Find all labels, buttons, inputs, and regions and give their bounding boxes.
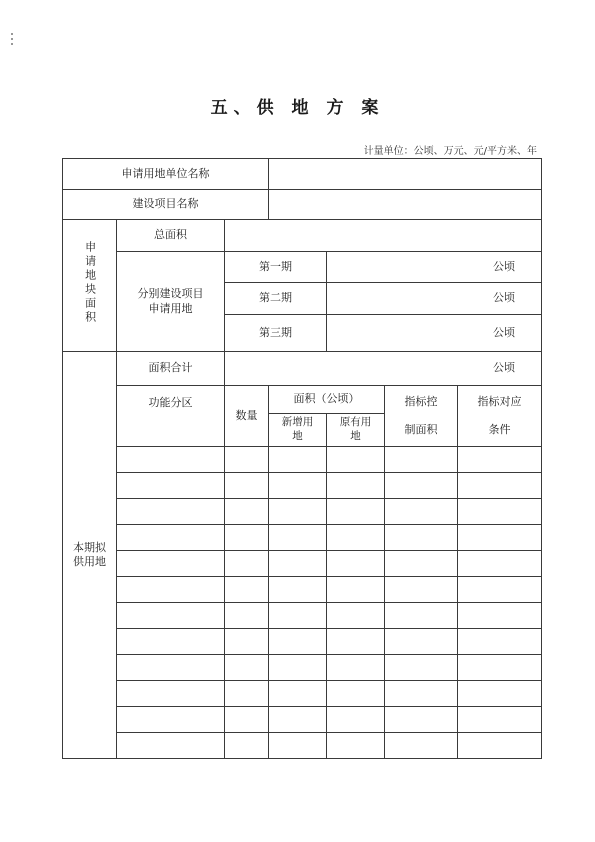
page-title: 五、供 地 方 案	[210, 98, 385, 118]
area-total-value-field[interactable]	[225, 352, 542, 386]
area-total-row	[63, 352, 542, 386]
function-zone-header: 功能分区	[117, 386, 225, 447]
existing-land-header	[327, 414, 385, 447]
total-area-value-field[interactable]	[225, 220, 542, 252]
indicator-area-line2: 制面积	[404, 423, 438, 436]
existing-land-cell[interactable]	[327, 577, 385, 603]
indicator-area-cell[interactable]	[385, 655, 458, 681]
quantity-cell[interactable]	[225, 447, 269, 473]
new-land-cell[interactable]	[269, 525, 327, 551]
quantity-cell[interactable]	[225, 473, 269, 499]
table-row	[63, 681, 542, 707]
phase-2-value-field[interactable]	[327, 283, 542, 315]
quantity-cell[interactable]	[225, 551, 269, 577]
indicator-condition-line1: 指标对应	[477, 394, 522, 408]
project-value-field[interactable]	[269, 190, 542, 220]
total-area-row	[63, 220, 542, 252]
new-land-cell[interactable]	[269, 707, 327, 733]
block-area-section-label	[63, 220, 117, 352]
new-land-cell[interactable]	[269, 473, 327, 499]
new-land-line2: 地	[292, 430, 303, 442]
existing-land-cell[interactable]	[327, 681, 385, 707]
phase-2-unit: 公顷	[493, 291, 516, 305]
new-land-cell[interactable]	[269, 499, 327, 525]
table-row	[63, 577, 542, 603]
area-ha-header: 面积（公顷）	[269, 386, 385, 414]
indicator-area-cell[interactable]	[385, 447, 458, 473]
current-supply-line2: 供用地	[73, 555, 106, 568]
zone-cell[interactable]	[117, 707, 225, 733]
zone-cell[interactable]	[117, 603, 225, 629]
new-land-cell[interactable]	[269, 603, 327, 629]
table-row	[63, 629, 542, 655]
indicator-condition-cell[interactable]	[458, 733, 542, 759]
zone-cell[interactable]	[117, 551, 225, 577]
table-row	[63, 655, 542, 681]
table-row	[63, 447, 542, 473]
land-supply-form-table	[62, 158, 542, 759]
existing-land-line1: 原有用	[339, 416, 372, 429]
table-row	[63, 525, 542, 551]
zone-cell[interactable]	[117, 733, 225, 759]
applicant-row	[63, 159, 542, 190]
project-label: 建设项目名称	[63, 190, 269, 220]
new-land-line1: 新增用	[281, 416, 314, 429]
phased-label	[117, 252, 225, 352]
existing-land-cell[interactable]	[327, 655, 385, 681]
indicator-condition-cell[interactable]	[458, 499, 542, 525]
indicator-condition-cell[interactable]	[458, 577, 542, 603]
indicator-area-cell[interactable]	[385, 629, 458, 655]
quantity-cell[interactable]	[225, 499, 269, 525]
project-row	[63, 190, 542, 220]
unit-note: 计量单位：公顷、万元、元/平方米、年	[363, 146, 537, 157]
indicator-area-cell[interactable]	[385, 707, 458, 733]
applicant-value-field[interactable]	[269, 159, 542, 190]
new-land-cell[interactable]	[269, 733, 327, 759]
phase-3-label: 第三期	[225, 315, 327, 352]
indicator-condition-cell[interactable]	[458, 525, 542, 551]
quantity-cell[interactable]	[225, 681, 269, 707]
table-row	[63, 603, 542, 629]
phase-3-unit: 公顷	[493, 325, 516, 339]
table-row	[63, 551, 542, 577]
new-land-header	[269, 414, 327, 447]
indicator-area-cell[interactable]	[385, 551, 458, 577]
indicator-area-header	[385, 386, 458, 447]
indicator-condition-cell[interactable]	[458, 603, 542, 629]
phase-2-label: 第二期	[225, 283, 327, 315]
zone-cell[interactable]	[117, 629, 225, 655]
indicator-condition-cell[interactable]	[458, 629, 542, 655]
new-land-cell[interactable]	[269, 551, 327, 577]
indicator-area-cell[interactable]	[385, 603, 458, 629]
table-row	[63, 499, 542, 525]
existing-land-cell[interactable]	[327, 551, 385, 577]
existing-land-cell[interactable]	[327, 629, 385, 655]
area-total-unit: 公顷	[493, 361, 516, 375]
table-row	[63, 473, 542, 499]
existing-land-cell[interactable]	[327, 473, 385, 499]
phased-label-line2: 申请用地	[148, 301, 193, 315]
zone-cell[interactable]	[117, 655, 225, 681]
existing-land-cell[interactable]	[327, 603, 385, 629]
quantity-header: 数量	[225, 386, 269, 447]
indicator-condition-cell[interactable]	[458, 447, 542, 473]
block-area-vertical-text: 申请地块面积	[83, 241, 97, 326]
indicator-condition-cell[interactable]	[458, 655, 542, 681]
indicator-condition-line2: 条件	[488, 423, 511, 436]
indicator-area-cell[interactable]	[385, 733, 458, 759]
indicator-condition-cell[interactable]	[458, 551, 542, 577]
quantity-cell[interactable]	[225, 577, 269, 603]
applicant-label: 申请用地单位名称	[63, 159, 269, 190]
quantity-cell[interactable]	[225, 629, 269, 655]
existing-land-line2: 地	[350, 430, 361, 442]
quantity-cell[interactable]	[225, 707, 269, 733]
indicator-area-line1: 指标控	[404, 394, 438, 408]
area-total-label: 面积合计	[117, 352, 225, 386]
phase-1-value-field[interactable]	[327, 252, 542, 283]
phase-1-label: 第一期	[225, 252, 327, 283]
zone-cell[interactable]	[117, 473, 225, 499]
detail-header-row-1	[63, 386, 542, 414]
quantity-cell[interactable]	[225, 603, 269, 629]
zone-cell[interactable]	[117, 681, 225, 707]
indicator-condition-cell[interactable]	[458, 707, 542, 733]
current-supply-line1: 本期拟	[73, 540, 106, 554]
indicator-condition-header	[458, 386, 542, 447]
existing-land-cell[interactable]	[327, 707, 385, 733]
phase-3-value-field[interactable]	[327, 315, 542, 352]
current-supply-section-label	[63, 352, 117, 759]
indicator-area-cell[interactable]	[385, 681, 458, 707]
new-land-cell[interactable]	[269, 655, 327, 681]
new-land-cell[interactable]	[269, 681, 327, 707]
phase-1-row	[63, 252, 542, 283]
indicator-condition-cell[interactable]	[458, 473, 542, 499]
phased-label-line1: 分别建设项目	[137, 287, 204, 301]
quantity-cell[interactable]	[225, 733, 269, 759]
quantity-cell[interactable]	[225, 655, 269, 681]
existing-land-cell[interactable]	[327, 499, 385, 525]
table-row	[63, 707, 542, 733]
zone-cell[interactable]	[117, 499, 225, 525]
indicator-area-cell[interactable]	[385, 473, 458, 499]
table-row	[63, 733, 542, 759]
new-land-cell[interactable]	[269, 577, 327, 603]
total-area-label: 总面积	[117, 220, 225, 252]
existing-land-cell[interactable]	[327, 525, 385, 551]
scan-marks	[10, 30, 16, 54]
new-land-cell[interactable]	[269, 629, 327, 655]
existing-land-cell[interactable]	[327, 733, 385, 759]
quantity-cell[interactable]	[225, 525, 269, 551]
indicator-area-cell[interactable]	[385, 525, 458, 551]
existing-land-cell[interactable]	[327, 447, 385, 473]
zone-cell[interactable]	[117, 577, 225, 603]
phase-1-unit: 公顷	[493, 259, 516, 273]
indicator-area-cell[interactable]	[385, 499, 458, 525]
indicator-area-cell[interactable]	[385, 577, 458, 603]
zone-cell[interactable]	[117, 447, 225, 473]
indicator-condition-cell[interactable]	[458, 681, 542, 707]
new-land-cell[interactable]	[269, 447, 327, 473]
zone-cell[interactable]	[117, 525, 225, 551]
